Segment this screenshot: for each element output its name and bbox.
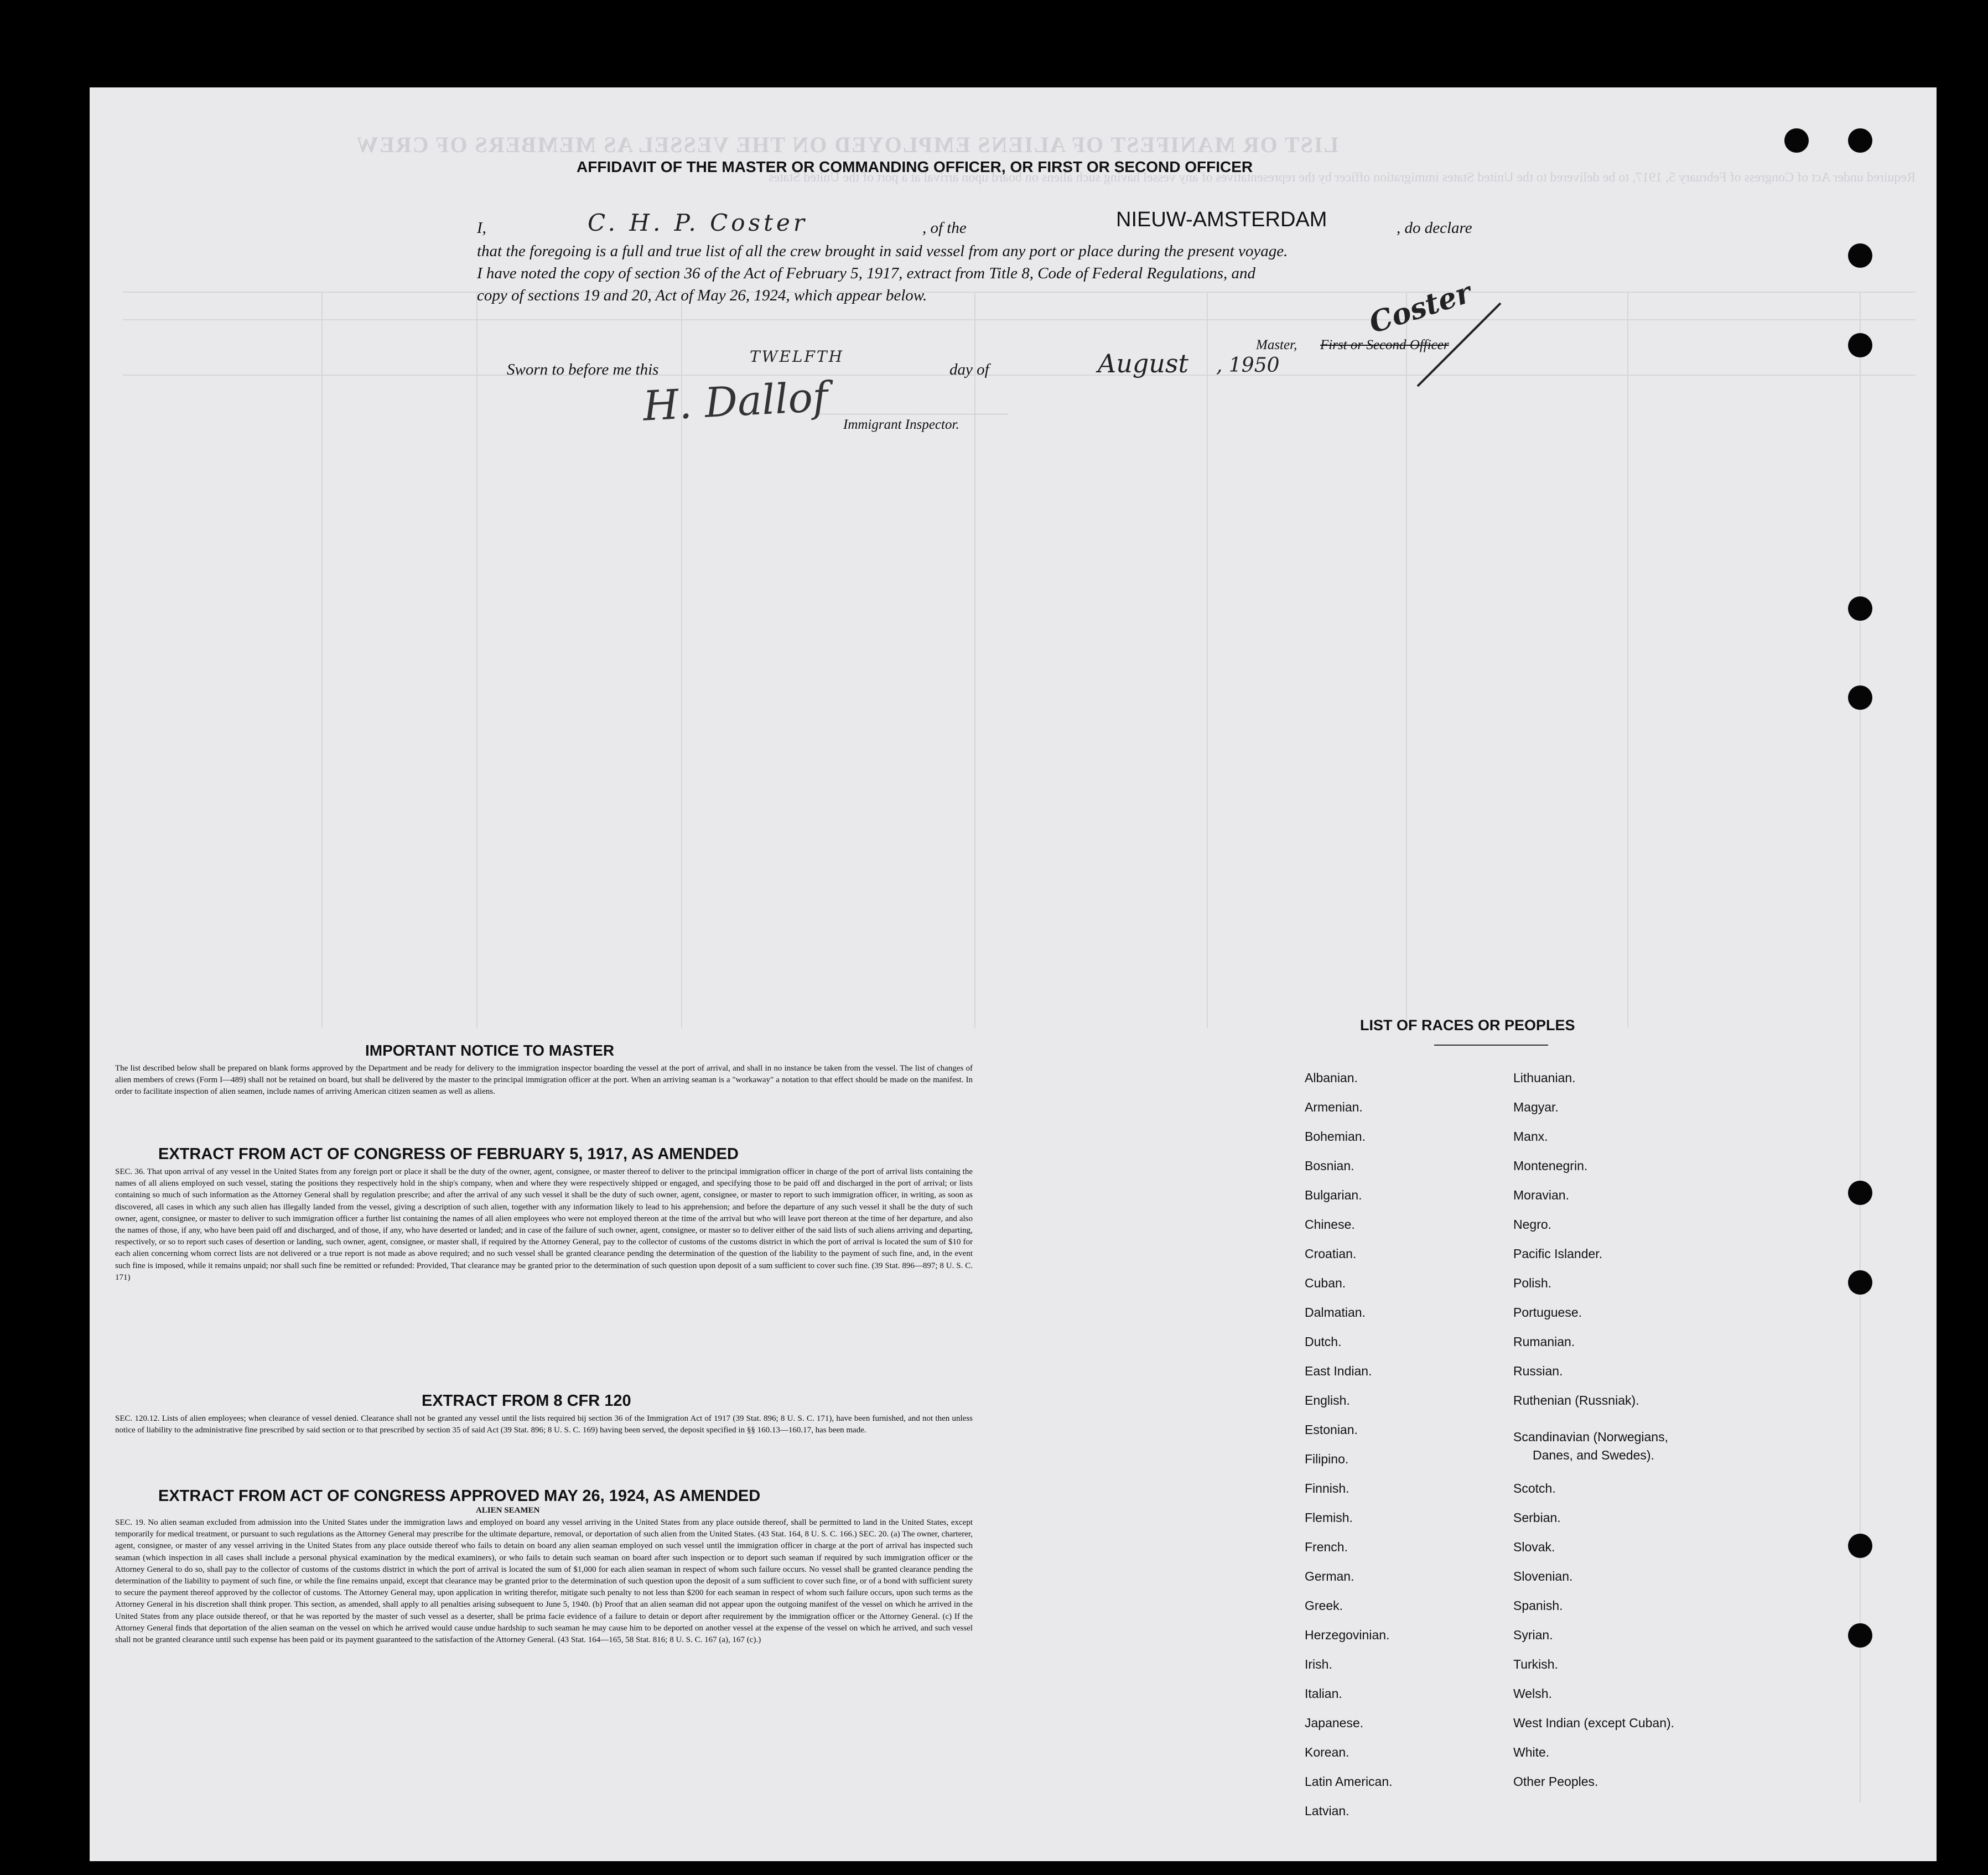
- notice-title: IMPORTANT NOTICE TO MASTER: [365, 1042, 615, 1059]
- officer-struck-through: First or Second Officer: [1320, 337, 1449, 352]
- race-item: Korean.: [1305, 1745, 1349, 1759]
- race-item: Lithuanian.: [1513, 1071, 1576, 1085]
- affidavit-i-label: I,: [477, 219, 486, 237]
- day-of-label: day of: [949, 361, 989, 378]
- race-item: Irish.: [1305, 1657, 1332, 1671]
- extract-1924-title: EXTRACT FROM ACT OF CONGRESS APPROVED MAY 26, 1924, AS AMENDED: [158, 1487, 761, 1505]
- race-item: Latin American.: [1305, 1774, 1393, 1789]
- race-item: French.: [1305, 1540, 1348, 1554]
- master-label: Master,: [1256, 337, 1297, 352]
- race-item: Ruthenian (Russniak).: [1513, 1393, 1639, 1407]
- inspector-signature: H. Dallof: [641, 373, 829, 430]
- race-item: Japanese.: [1305, 1716, 1364, 1730]
- extract-cfr-text: SEC. 120.12. Lists of alien employees; when clearance of vessel denied. Clearance shall not be granted any vessel until the lists required bij section 36 of the Immigration Act of 1917 (39 Stat. 896; 8 U. S. C. 171), have been furnished, and not then unless notice of liability to the administrative fine prescribed by said section or to that prescribed by section 35 of said Act (39 Stat. 896; 8 U. S. C. 169) having been served, the deposit specified in §§ 160.13—160.17, has been made.: [115, 1414, 973, 1435]
- race-item: Filipino.: [1305, 1452, 1349, 1466]
- race-item: Scotch.: [1513, 1481, 1556, 1495]
- extract-cfr-title: EXTRACT FROM 8 CFR 120: [422, 1392, 631, 1410]
- bleed-through-title: LIST OR MANIFEST OF ALIENS EMPLOYED ON THE VESSEL AS MEMBERS OF CREW: [355, 132, 1339, 157]
- race-item: Dalmatian.: [1305, 1305, 1366, 1320]
- punch-hole: [1848, 1623, 1872, 1648]
- race-item: Montenegrin.: [1513, 1159, 1588, 1173]
- affidavit-line-3: I have noted the copy of section 36 of the Act of February 5, 1917, extract from Title 8, Code of Federal Regulations, and: [477, 264, 1256, 282]
- race-item: Chinese.: [1305, 1217, 1355, 1232]
- race-item: East Indian.: [1305, 1364, 1372, 1378]
- race-item: Scandinavian (Norwegians,: [1513, 1430, 1668, 1444]
- extract-1924-subtitle: ALIEN SEAMEN: [476, 1506, 540, 1515]
- extract-1924-text: SEC. 19. No alien seaman excluded from admission into the United States under the immigration laws and employed on board any vessel arriving in the United States from any place outside thereof, shall be permitted to land in the United States, except temporarily for medical treatment, or pursuant to such regulations as the Attorney General may prescribe for the ultimate departure, removal, or deportation of such alien from the United States. (43 Stat. 164, 8 U. S. C. 166.) SEC. 20. (a) The owner, charterer, agent, consignee, or master of any vessel arriving in the United States from any place outside thereof who fails to detain on board any alien seaman employed on such vessel until the immigration officer in charge at the port of arrival has inspected such seaman (which inspection in all cases shall include a personal physical examination by the medical examiners), or who fails to detain such seaman on board after such inspection or to deport such seaman if required by such immigration officer or the Attorney General to do so, shall pay to the collector of customs of the customs district in which the port of arrival is located the sum of $1,000 for each alien seaman in respect of whom such failure occurs. No vessel shall be granted clearance pending the determination of the liability to payment of such fine, or while the fine remains unpaid, except that clearance may be granted prior to the determination of such question upon the deposit of a sum sufficient to cover such fine, or of a bond with sufficient surety to secure the payment thereof approved by the collector of customs. The Attorney General may, upon application in writing therefor, mitigate such penalty to not less than $200 for each seaman in respect of whom such failure occurs, upon such terms as the Attorney General in his discretion shall think proper. This section, as amended, shall apply to all penalties arising subsequent to June 5, 1940. (b) Proof that an alien seaman did not appear upon the outgoing manifest of the vessel on which he arrived in the United States from any place outside thereof, or that he was reported by the master of such vessel as a deserter, shall be prima facie evidence of a failure to detain or deport after requirement by the immigration officer or the Attorney General. (c) If the Attorney General finds that deportation of the alien seaman on the vessel on which he arrived would cause undue hardship to such seaman he may cause him to be deported on another vessel at the expense of the vessel on which he arrived, and such vessel shall not be granted clearance until such expense has been paid or its payment guaranteed to the satisfaction of the Attorney General. (43 Stat. 164—165, 58 Stat. 816; 8 U. S. C. 167 (a), 167 (c).): [115, 1518, 973, 1645]
- punch-hole: [1848, 1270, 1872, 1295]
- race-item: Pacific Islander.: [1513, 1246, 1603, 1261]
- sworn-label: Sworn to before me this: [507, 361, 659, 378]
- race-item: Italian.: [1305, 1686, 1342, 1701]
- bleed-through-subtitle: Required under Act of Congress of February 5, 1917, to be delivered to the United States immigration officer by the representatives of any vessel having such aliens on board upon arrival at a port of the United States: [768, 170, 1916, 185]
- affidavit-line-2: that the foregoing is a full and true list of all the crew brought in said vessel from any port or place during the present voyage.: [477, 242, 1288, 260]
- race-item: Polish.: [1513, 1276, 1552, 1290]
- race-item: Bohemian.: [1305, 1129, 1366, 1144]
- punch-hole: [1848, 243, 1872, 268]
- master-signature: Coster: [1365, 276, 1476, 340]
- race-item: Armenian.: [1305, 1100, 1363, 1114]
- race-item: Latvian.: [1305, 1804, 1349, 1818]
- race-item: Dutch.: [1305, 1334, 1342, 1349]
- race-item: Herzegovinian.: [1305, 1628, 1390, 1642]
- punch-hole: [1784, 128, 1809, 153]
- race-item: Spanish.: [1513, 1598, 1563, 1613]
- strike-mark: [1395, 298, 1506, 392]
- race-item: German.: [1305, 1569, 1354, 1583]
- race-item: Croatian.: [1305, 1246, 1357, 1261]
- punch-hole: [1848, 128, 1872, 153]
- affidavit-of-the: , of the: [922, 219, 967, 237]
- year-handwritten: , 1950: [1216, 354, 1280, 377]
- punch-hole: [1848, 1534, 1872, 1558]
- race-item: Finnish.: [1305, 1481, 1349, 1495]
- extract-1917-text: SEC. 36. That upon arrival of any vessel in the United States from any foreign port or place it shall be the duty of the owner, agent, consignee, or master thereof to deliver to the principal immigration officer in charge of the port of arrival lists containing the names of all aliens employed on such vessel, stating the positions they respectively hold in the ship's company, when and where they were respectively shipped or engaged, and specifying those to be paid off and discharged in the port of arrival; or lists containing so much of such information as the Attorney General shall by regulation prescribe; and after the arrival of any such vessel it shall be the duty of such owner, agent, consignee, or master to report to such immigration officer, in writing, as soon as discovered, all cases in which any such alien has illegally landed from the vessel, giving a description of such alien, together with any information likely to lead to his apprehension; and before the departure of any such vessel it shall be the duty of such owner, agent, consignee, or master to deliver to such immigration officer a further list containing the names of all alien employees who were not employed thereon at the time of the arrival but who will leave port thereon at the time of her departure, and also the names of those, if any, who have been paid off and discharged, and of those, if any, who have deserted or landed; and in case of the failure of such owner, agent, consignee, or master so to deliver either of the said lists of such aliens arriving and departing, respectively, or so to report such cases of desertion or landing, such owner, agent, consignee, or master shall, if required by the Attorney General, pay to the collector of customs of the customs district in which the port of arrival is located the sum of $10 for each alien concerning whom correct lists are not delivered or a true report is not made as above required; and no such vessel shall be granted clearance pending the determination of the question of the liability to the payment of such fine, and, in the event such fine is imposed, while it remains unpaid; nor shall such fine be remitted or refunded: Provided, That clearance may be granted prior to the determination of such question upon deposit of a sum sufficient to cover such fine. (39 Stat. 896—897; 8 U. S. C. 171): [115, 1167, 973, 1282]
- race-item: Bosnian.: [1305, 1159, 1354, 1173]
- races-title: LIST OF RACES OR PEOPLES: [1360, 1017, 1575, 1033]
- manifest-page: [90, 87, 1937, 1861]
- race-item: Greek.: [1305, 1598, 1343, 1613]
- race-item: Danes, and Swedes).: [1533, 1448, 1654, 1462]
- race-item: Moravian.: [1513, 1188, 1569, 1202]
- race-item: Negro.: [1513, 1217, 1552, 1232]
- punch-hole: [1848, 1181, 1872, 1205]
- race-item: Welsh.: [1513, 1686, 1552, 1701]
- punch-hole: [1848, 596, 1872, 621]
- master-name-handwritten: C. H. P. Coster: [588, 209, 808, 236]
- race-item: West Indian (except Cuban).: [1513, 1716, 1675, 1730]
- extract-1917-title: EXTRACT FROM ACT OF CONGRESS OF FEBRUARY 5, 1917, AS AMENDED: [158, 1145, 739, 1163]
- race-item: Estonian.: [1305, 1422, 1358, 1437]
- notice-text: The list described below shall be prepared on blank forms approved by the Department and be ready for delivery to the immigration inspector boarding the vessel at the port of arrival, and shall in no instance be taken from the vessel. The list of changes of alien members of crews (Form I—489) shall not be retained on board, but shall be delivered by the master to the principal immigration officer at the port. When an arriving seaman is a "workaway" a notation to that effect should be made on the manifest. In order to facilitate inspection of alien seamen, include names of arriving American citizen seamen as well as aliens.: [115, 1064, 973, 1097]
- affidavit-title: AFFIDAVIT OF THE MASTER OR COMMANDING OFFICER, OR FIRST OR SECOND OFFICER: [577, 158, 1253, 175]
- punch-hole: [1848, 685, 1872, 710]
- affidavit-do-declare: , do declare: [1397, 219, 1472, 237]
- races-title-rule: [1434, 1045, 1548, 1046]
- inspector-label: Immigrant Inspector.: [843, 417, 959, 432]
- race-item: English.: [1305, 1393, 1350, 1407]
- day-handwritten: TWELFTH: [750, 347, 844, 366]
- race-item: Magyar.: [1513, 1100, 1559, 1114]
- race-item: White.: [1513, 1745, 1550, 1759]
- race-item: Slovak.: [1513, 1540, 1555, 1554]
- race-item: Manx.: [1513, 1129, 1548, 1144]
- race-item: Bulgarian.: [1305, 1188, 1362, 1202]
- race-item: Rumanian.: [1513, 1334, 1575, 1349]
- race-item: Flemish.: [1305, 1510, 1353, 1525]
- race-item: Albanian.: [1305, 1071, 1358, 1085]
- race-item: Portuguese.: [1513, 1305, 1582, 1320]
- race-item: Cuban.: [1305, 1276, 1346, 1290]
- vessel-name: NIEUW-AMSTERDAM: [1116, 208, 1327, 231]
- race-item: Syrian.: [1513, 1628, 1553, 1642]
- race-item: Russian.: [1513, 1364, 1563, 1378]
- month-handwritten: August: [1098, 349, 1189, 378]
- race-item: Slovenian.: [1513, 1569, 1573, 1583]
- punch-hole: [1848, 333, 1872, 357]
- race-item: Serbian.: [1513, 1510, 1561, 1525]
- race-item: Other Peoples.: [1513, 1774, 1598, 1789]
- race-item: Turkish.: [1513, 1657, 1558, 1671]
- affidavit-line-4: copy of sections 19 and 20, Act of May 26, 1924, which appear below.: [477, 287, 927, 304]
